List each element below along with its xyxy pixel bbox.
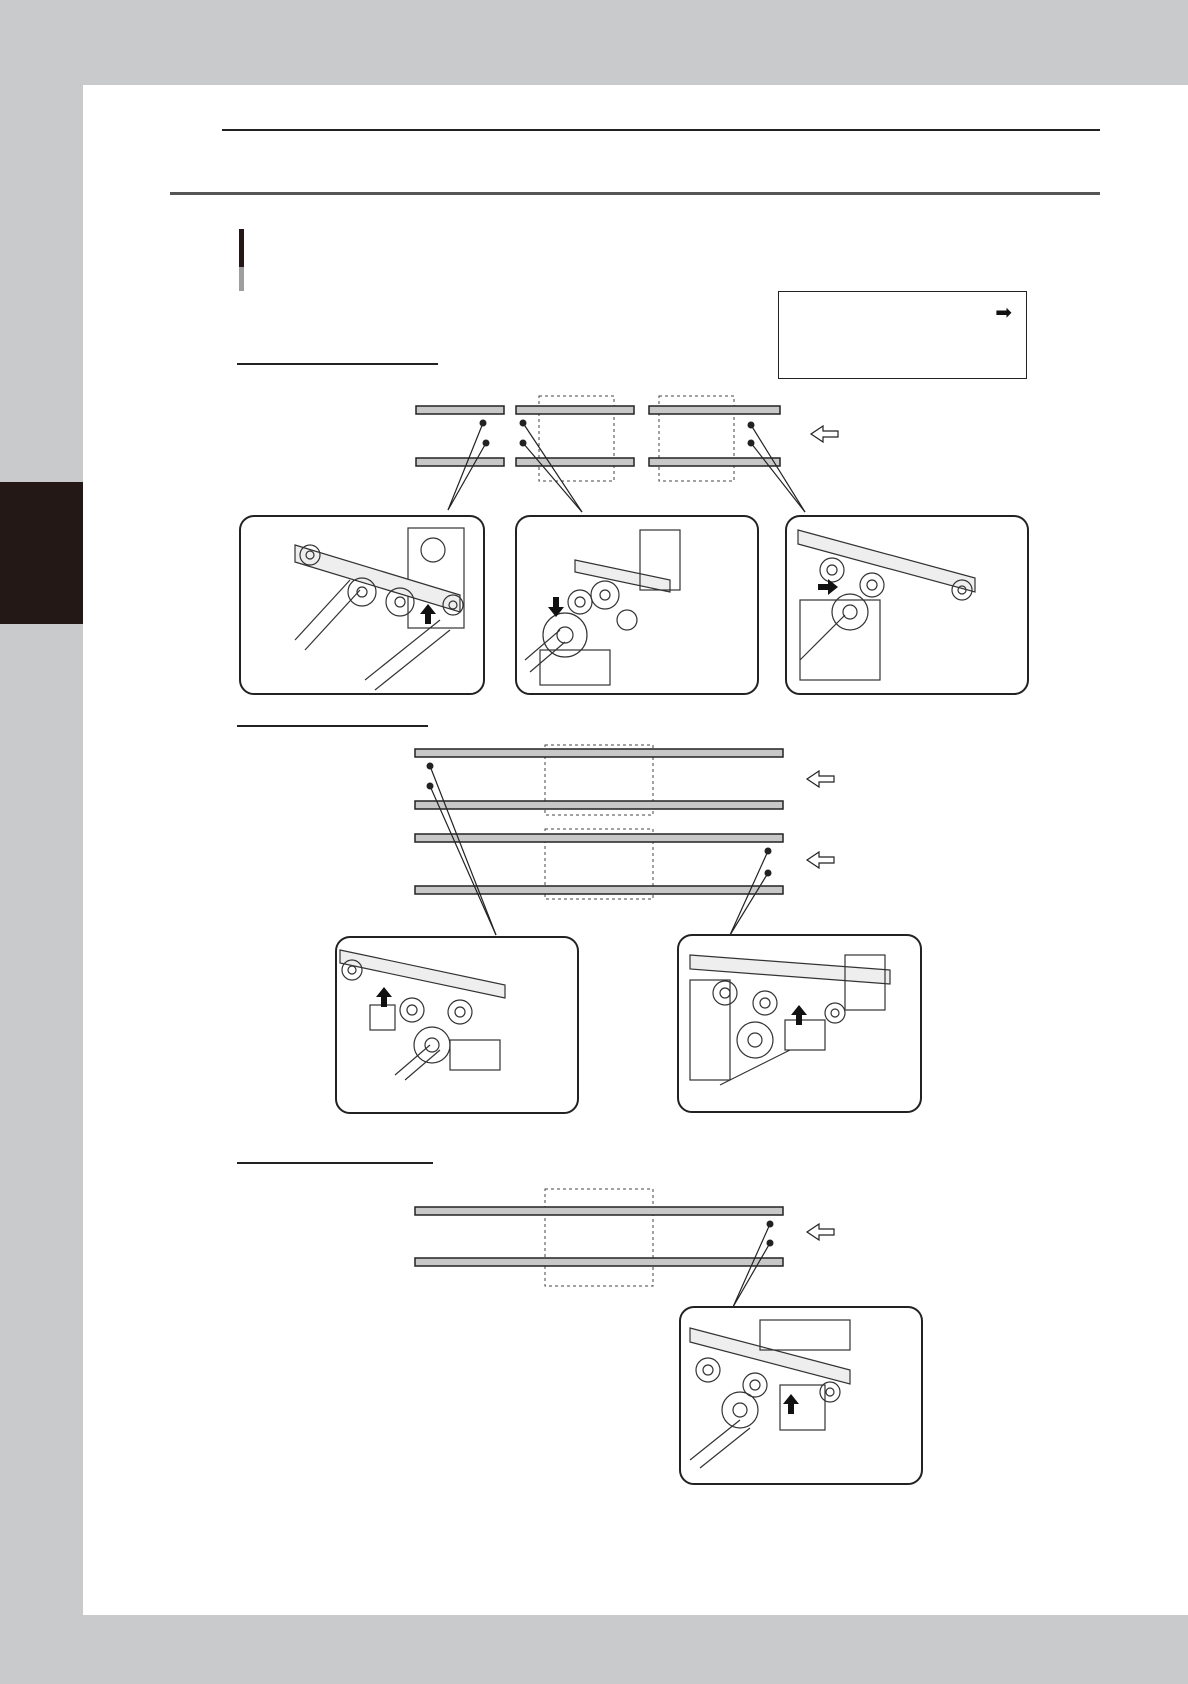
left-arrow-icon — [807, 1224, 834, 1240]
rail — [415, 834, 783, 842]
section-2-diagram — [336, 745, 921, 1113]
rail — [516, 458, 634, 466]
rail — [415, 1258, 783, 1266]
callout-photo — [516, 516, 758, 694]
callout-photo — [680, 1307, 922, 1484]
rail — [649, 406, 780, 414]
rail — [415, 886, 783, 894]
section-3-diagram — [415, 1189, 922, 1484]
rail — [416, 458, 504, 466]
rail — [415, 1207, 783, 1215]
left-arrow-icon — [811, 426, 838, 442]
section-1-diagram — [240, 396, 1028, 694]
left-arrow-icon — [807, 771, 834, 787]
rail — [649, 458, 780, 466]
right-arrow-icon: ➡ — [995, 300, 1012, 324]
rail — [415, 749, 783, 757]
dashed-region — [545, 1189, 653, 1286]
left-arrow-icon — [807, 852, 834, 868]
rail — [516, 406, 634, 414]
rail — [415, 801, 783, 809]
rail — [416, 406, 504, 414]
